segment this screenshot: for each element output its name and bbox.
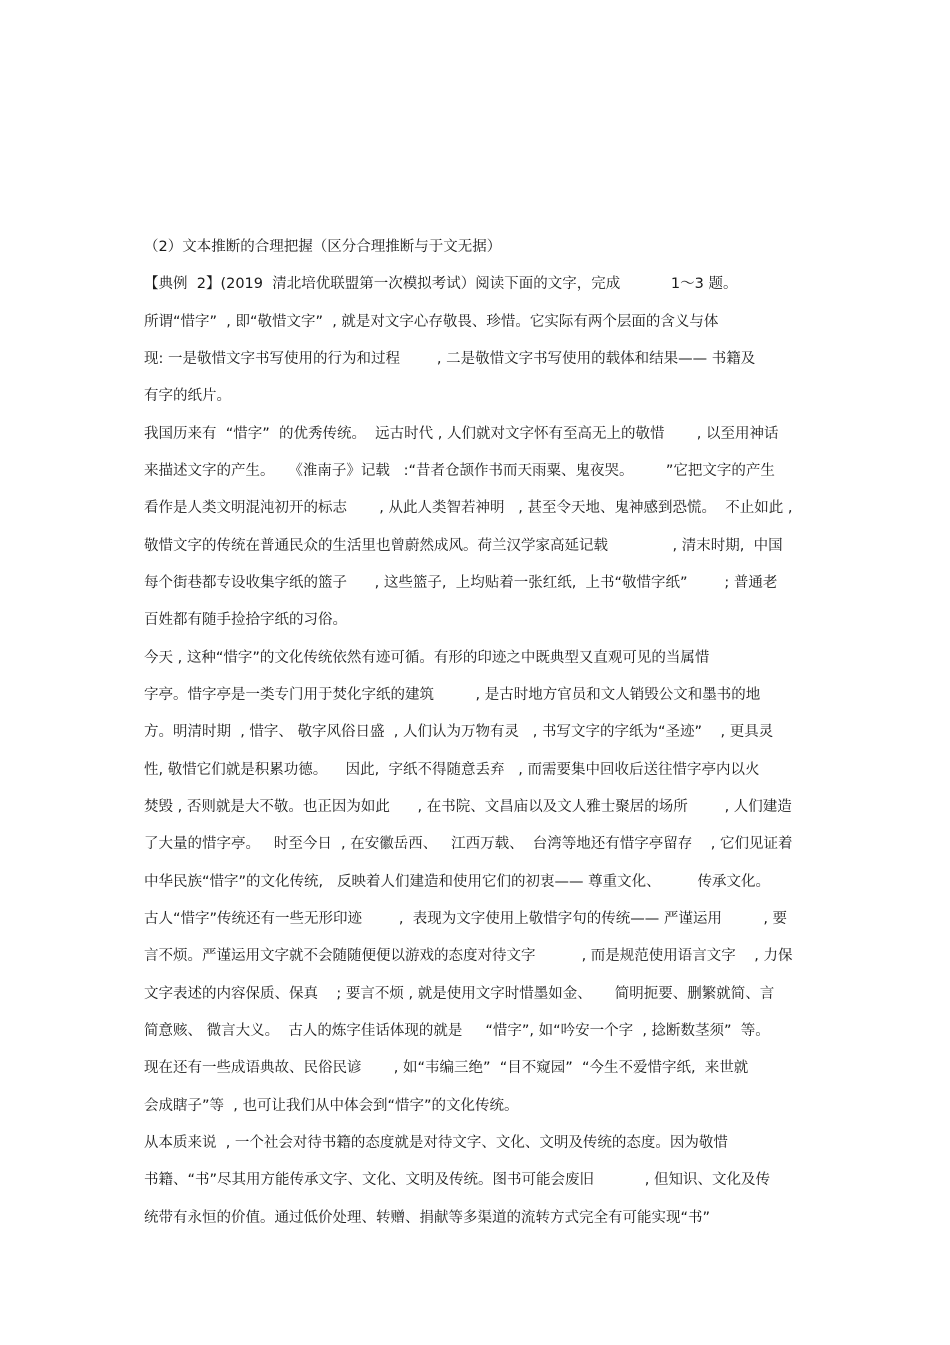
text-line: 会成瞎子”等 , 也可让我们从中体会到“惜字”的文化传统。	[144, 1098, 519, 1114]
text-line: 今天 , 这种“惜字”的文化传统依然有迹可循。有形的印迹之中既典型又直观可见的当属惜	[144, 650, 710, 666]
text-line: 看作是人类文明混沌初开的标志 , 从此人类智若神明 , 甚至令天地、鬼神感到恐慌。 不止如此 ,	[144, 500, 793, 516]
text-line: 从本质来说 , 一个社会对待书籍的态度就是对待文字、文化、文明及传统的态度。因为敬惜	[144, 1135, 728, 1151]
text-line: 现在还有一些成语典故、民俗民谚 , 如“韦编三绝” “目不窥园” “今生不爱惜字纸, 来世就	[144, 1060, 749, 1076]
text-line: 焚毁 , 否则就是大不敬。也正因为如此 , 在书院、文昌庙以及文人雅士聚居的场所 , 人们建造	[144, 799, 792, 815]
text-line: 简意赅、 微言大义。 古人的炼字佳话体现的就是 “惜字”, 如“吟安一个字 , 捻断数茎须” 等。	[144, 1023, 770, 1039]
text-line: 古人“惜字”传统还有一些无形印迹 , 表现为文字使用上敬惜字句的传统—— 严谨运用 , 要	[144, 911, 788, 927]
text-line: 字亭。惜字亭是一类专门用于焚化字纸的建筑 , 是古时地方官员和文人销毁公文和墨书的地	[144, 687, 761, 703]
text-line: 敬惜文字的传统在普通民众的生活里也曾蔚然成风。荷兰汉学家高延记载 , 清末时期, 中国	[144, 538, 783, 554]
text-line: 百姓都有随手捡拾字纸的习俗。	[144, 612, 347, 628]
text-line: 言不烦。严谨运用文字就不会随随便便以游戏的态度对待文字 , 而是规范使用语言文字 , 力保	[144, 948, 793, 964]
text-line: 了大量的惜字亭。 时至今日 , 在安徽岳西、 江西万载、 台湾等地还有惜字亭留存 , 它们见证着	[144, 836, 793, 852]
text-line: 性, 敬惜它们就是积累功德。 因此, 字纸不得随意丢弃 , 而需要集中回收后送往惜字亭内以火	[144, 762, 760, 778]
text-line: 我国历来有 “惜字” 的优秀传统。 远古时代 , 人们就对文字怀有至高无上的敬惜 , 以至用神话	[144, 426, 779, 442]
text-line: 统带有永恒的价值。通过低价处理、转赠、捐献等多渠道的流转方式完全有可能实现“书”	[144, 1210, 711, 1226]
example-intro: 【典例 2】(2019 清北培优联盟第一次模拟考试）阅读下面的文字，完成 1～3 题。	[144, 276, 738, 292]
text-line: 来描述文字的产生。 《淮南子》记载 :“昔者仓颉作书而天雨粟、鬼夜哭。 ”它把文字的产生	[144, 463, 775, 479]
text-line: 方。明清时期 , 惜字、 敬字风俗日盛 , 人们认为万物有灵 , 书写文字的字纸为“圣迹” , 更具灵	[144, 724, 774, 740]
text-line: 现: 一是敬惜文字书写使用的行为和过程 , 二是敬惜文字书写使用的载体和结果—— 书籍及	[144, 351, 756, 367]
text-line: 每个街巷都专设收集字纸的篮子 , 这些篮子, 上均贴着一张红纸, 上书“敬惜字纸” ; 普通老	[144, 575, 778, 591]
text-line: 中华民族“惜字”的文化传统, 反映着人们建造和使用它们的初衷—— 尊重文化、 传承文化。	[144, 874, 770, 890]
text-line: 所谓“惜字” , 即“敬惜文字” , 就是对文字心存敬畏、珍惜。它实际有两个层面的含义与体	[144, 314, 719, 330]
section-heading: （2）文本推断的合理把握（区分合理推断与于文无据）	[144, 239, 502, 255]
text-line: 书籍、“书”尽其用方能传承文字、文化、文明及传统。图书可能会废旧 , 但知识、文化及传	[144, 1172, 770, 1188]
text-line: 有字的纸片。	[144, 388, 231, 404]
text-line: 文字表述的内容保质、保真 ; 要言不烦 , 就是使用文字时惜墨如金、 简明扼要、删繁就简、言	[144, 986, 775, 1002]
